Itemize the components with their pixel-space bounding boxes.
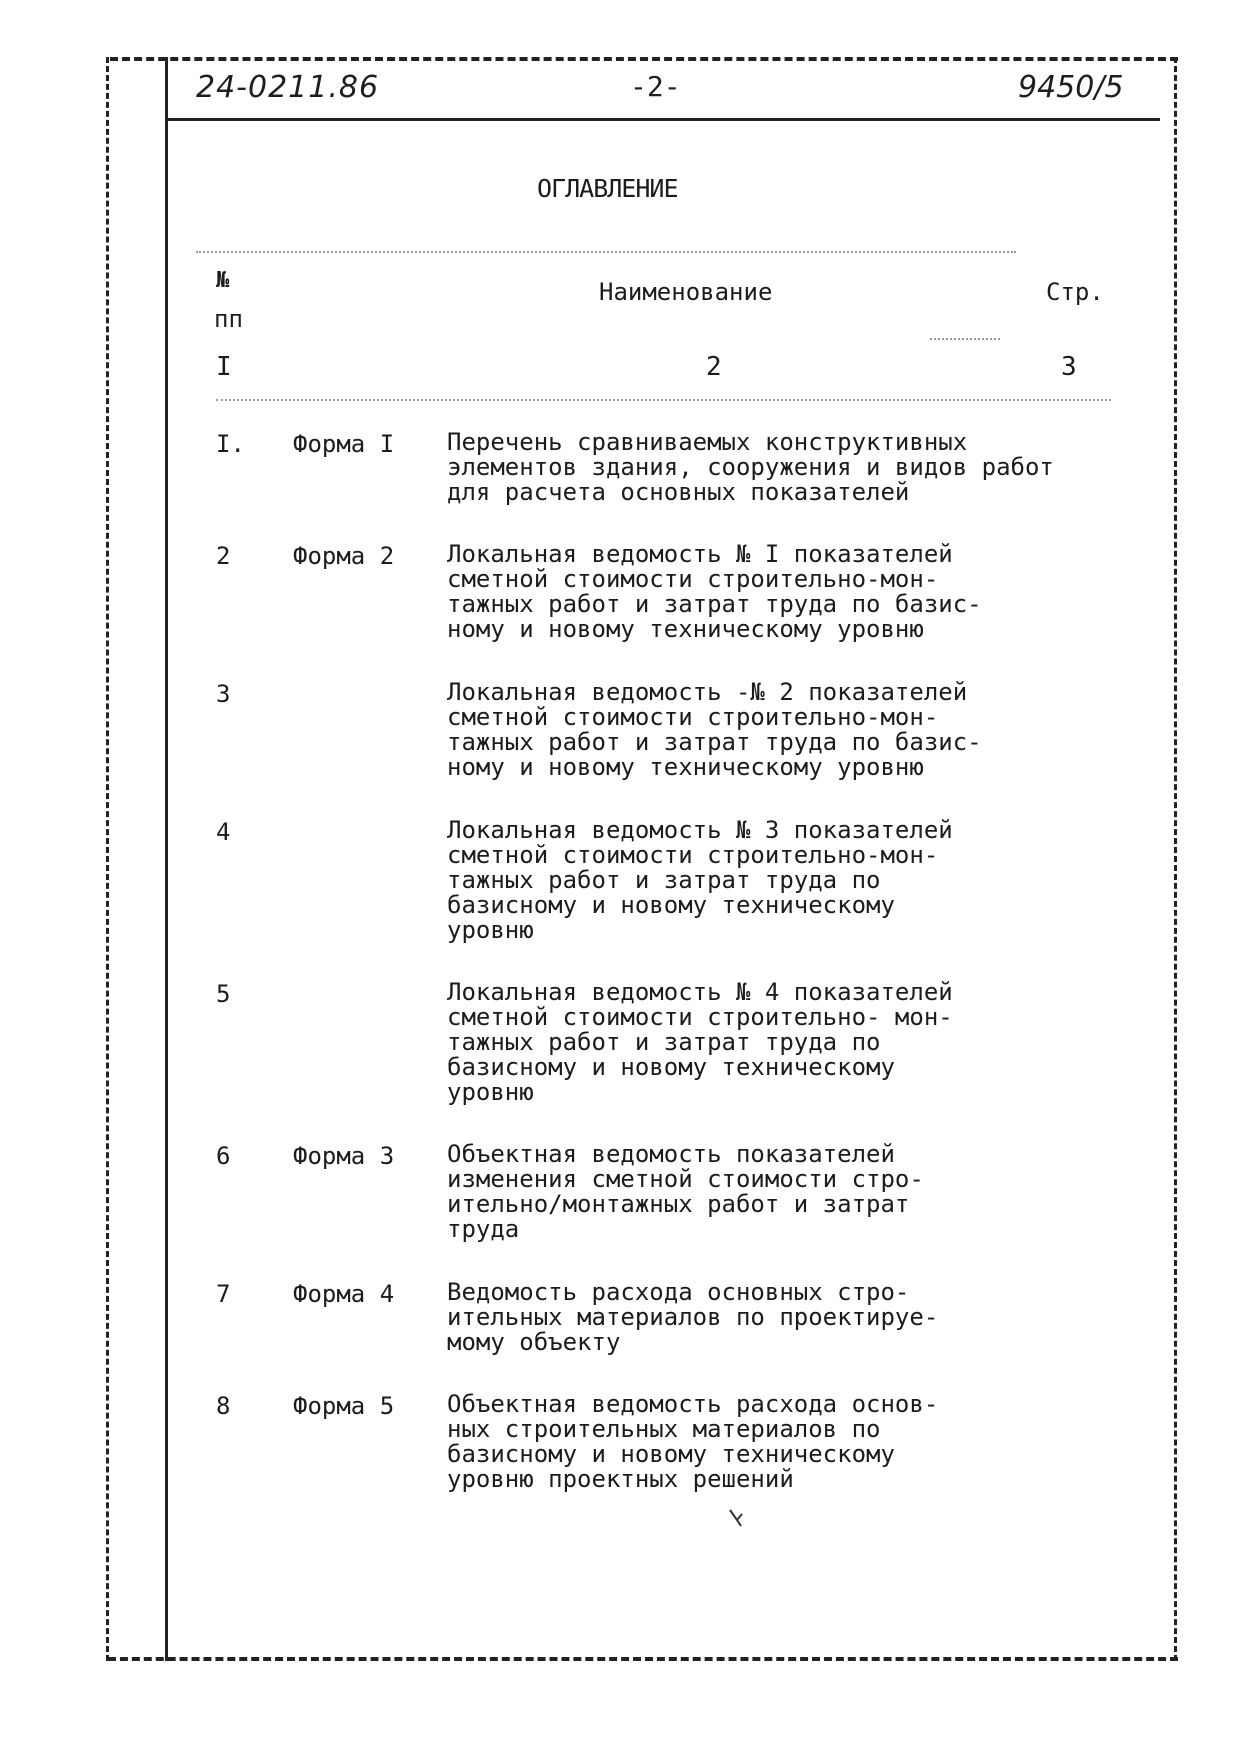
column-header-page: Стр. xyxy=(1046,278,1104,306)
sheet-reference: 9450/5 xyxy=(1018,70,1124,105)
row-number: 5 xyxy=(216,980,231,1008)
frame-right-border xyxy=(1174,57,1177,1661)
row-number: 7 xyxy=(216,1280,231,1308)
row-title: Перечень сравниваемых конструктивных элементов здания, сооружения и видов работ для расчета основных показателей xyxy=(447,428,1054,506)
row-form: Форма 4 xyxy=(293,1280,395,1308)
header-rule xyxy=(165,118,1160,121)
row-form: Форма 5 xyxy=(293,1392,395,1420)
row-title: Локальная ведомость № 3 показателей сметной стоимости строительно-мон- тажных работ и затрат труда по базисному и новому техническому уровню xyxy=(447,816,953,944)
row-number: 2 xyxy=(216,542,231,570)
frame-bottom-border xyxy=(108,1657,1178,1661)
column-number-1: I xyxy=(216,352,232,382)
frame-left-border xyxy=(106,57,109,1661)
row-number: 4 xyxy=(216,818,231,846)
binding-margin-line xyxy=(165,57,168,1661)
row-number: I. xyxy=(216,430,245,458)
row-title: Локальная ведомость -№ 2 показателей сметной стоимости строительно-мон- тажных работ и затрат труда по базис- ному и новому техническому уровню xyxy=(447,678,982,781)
row-number: 6 xyxy=(216,1142,231,1170)
row-title: Локальная ведомость № I показателей сметной стоимости строительно-мон- тажных работ и затрат труда по базис- ному и новому техническому уровню xyxy=(447,540,982,643)
frame-top-border xyxy=(110,57,1178,61)
pen-tick-mark xyxy=(729,1508,743,1528)
header-top-divider xyxy=(196,251,1016,253)
row-form: Форма I xyxy=(293,430,395,458)
column-number-2: 2 xyxy=(706,352,722,382)
row-title: Локальная ведомость № 4 показателей сметной стоимости строительно- мон- тажных работ и затрат труда по базисному и новому техническому уровню xyxy=(447,978,953,1106)
column-header-name: Наименование xyxy=(599,278,773,306)
row-number: 8 xyxy=(216,1392,231,1420)
page-title: ОГЛАВЛЕНИЕ xyxy=(537,174,678,203)
row-form: Форма 2 xyxy=(293,542,395,570)
row-title: Объектная ведомость показателей изменения сметной стоимости стро- ительно/монтажных работ и затрат труда xyxy=(447,1140,924,1243)
row-title: Ведомость расхода основных стро- ительных материалов по проектируе- мому объекту xyxy=(447,1278,939,1356)
page-number: -2- xyxy=(630,70,681,103)
page-col-divider xyxy=(930,338,1000,340)
column-number-3: 3 xyxy=(1061,352,1077,382)
column-header-number-sub: пп xyxy=(214,305,243,333)
row-title: Объектная ведомость расхода основ- ных строительных материалов по базисному и новому техническому уровню проектных решений xyxy=(447,1390,939,1493)
document-code: 24-0211.86 xyxy=(196,70,380,105)
header-bottom-divider xyxy=(216,399,1111,401)
row-form: Форма 3 xyxy=(293,1142,395,1170)
column-header-number: № xyxy=(216,268,230,293)
row-number: 3 xyxy=(216,680,231,708)
